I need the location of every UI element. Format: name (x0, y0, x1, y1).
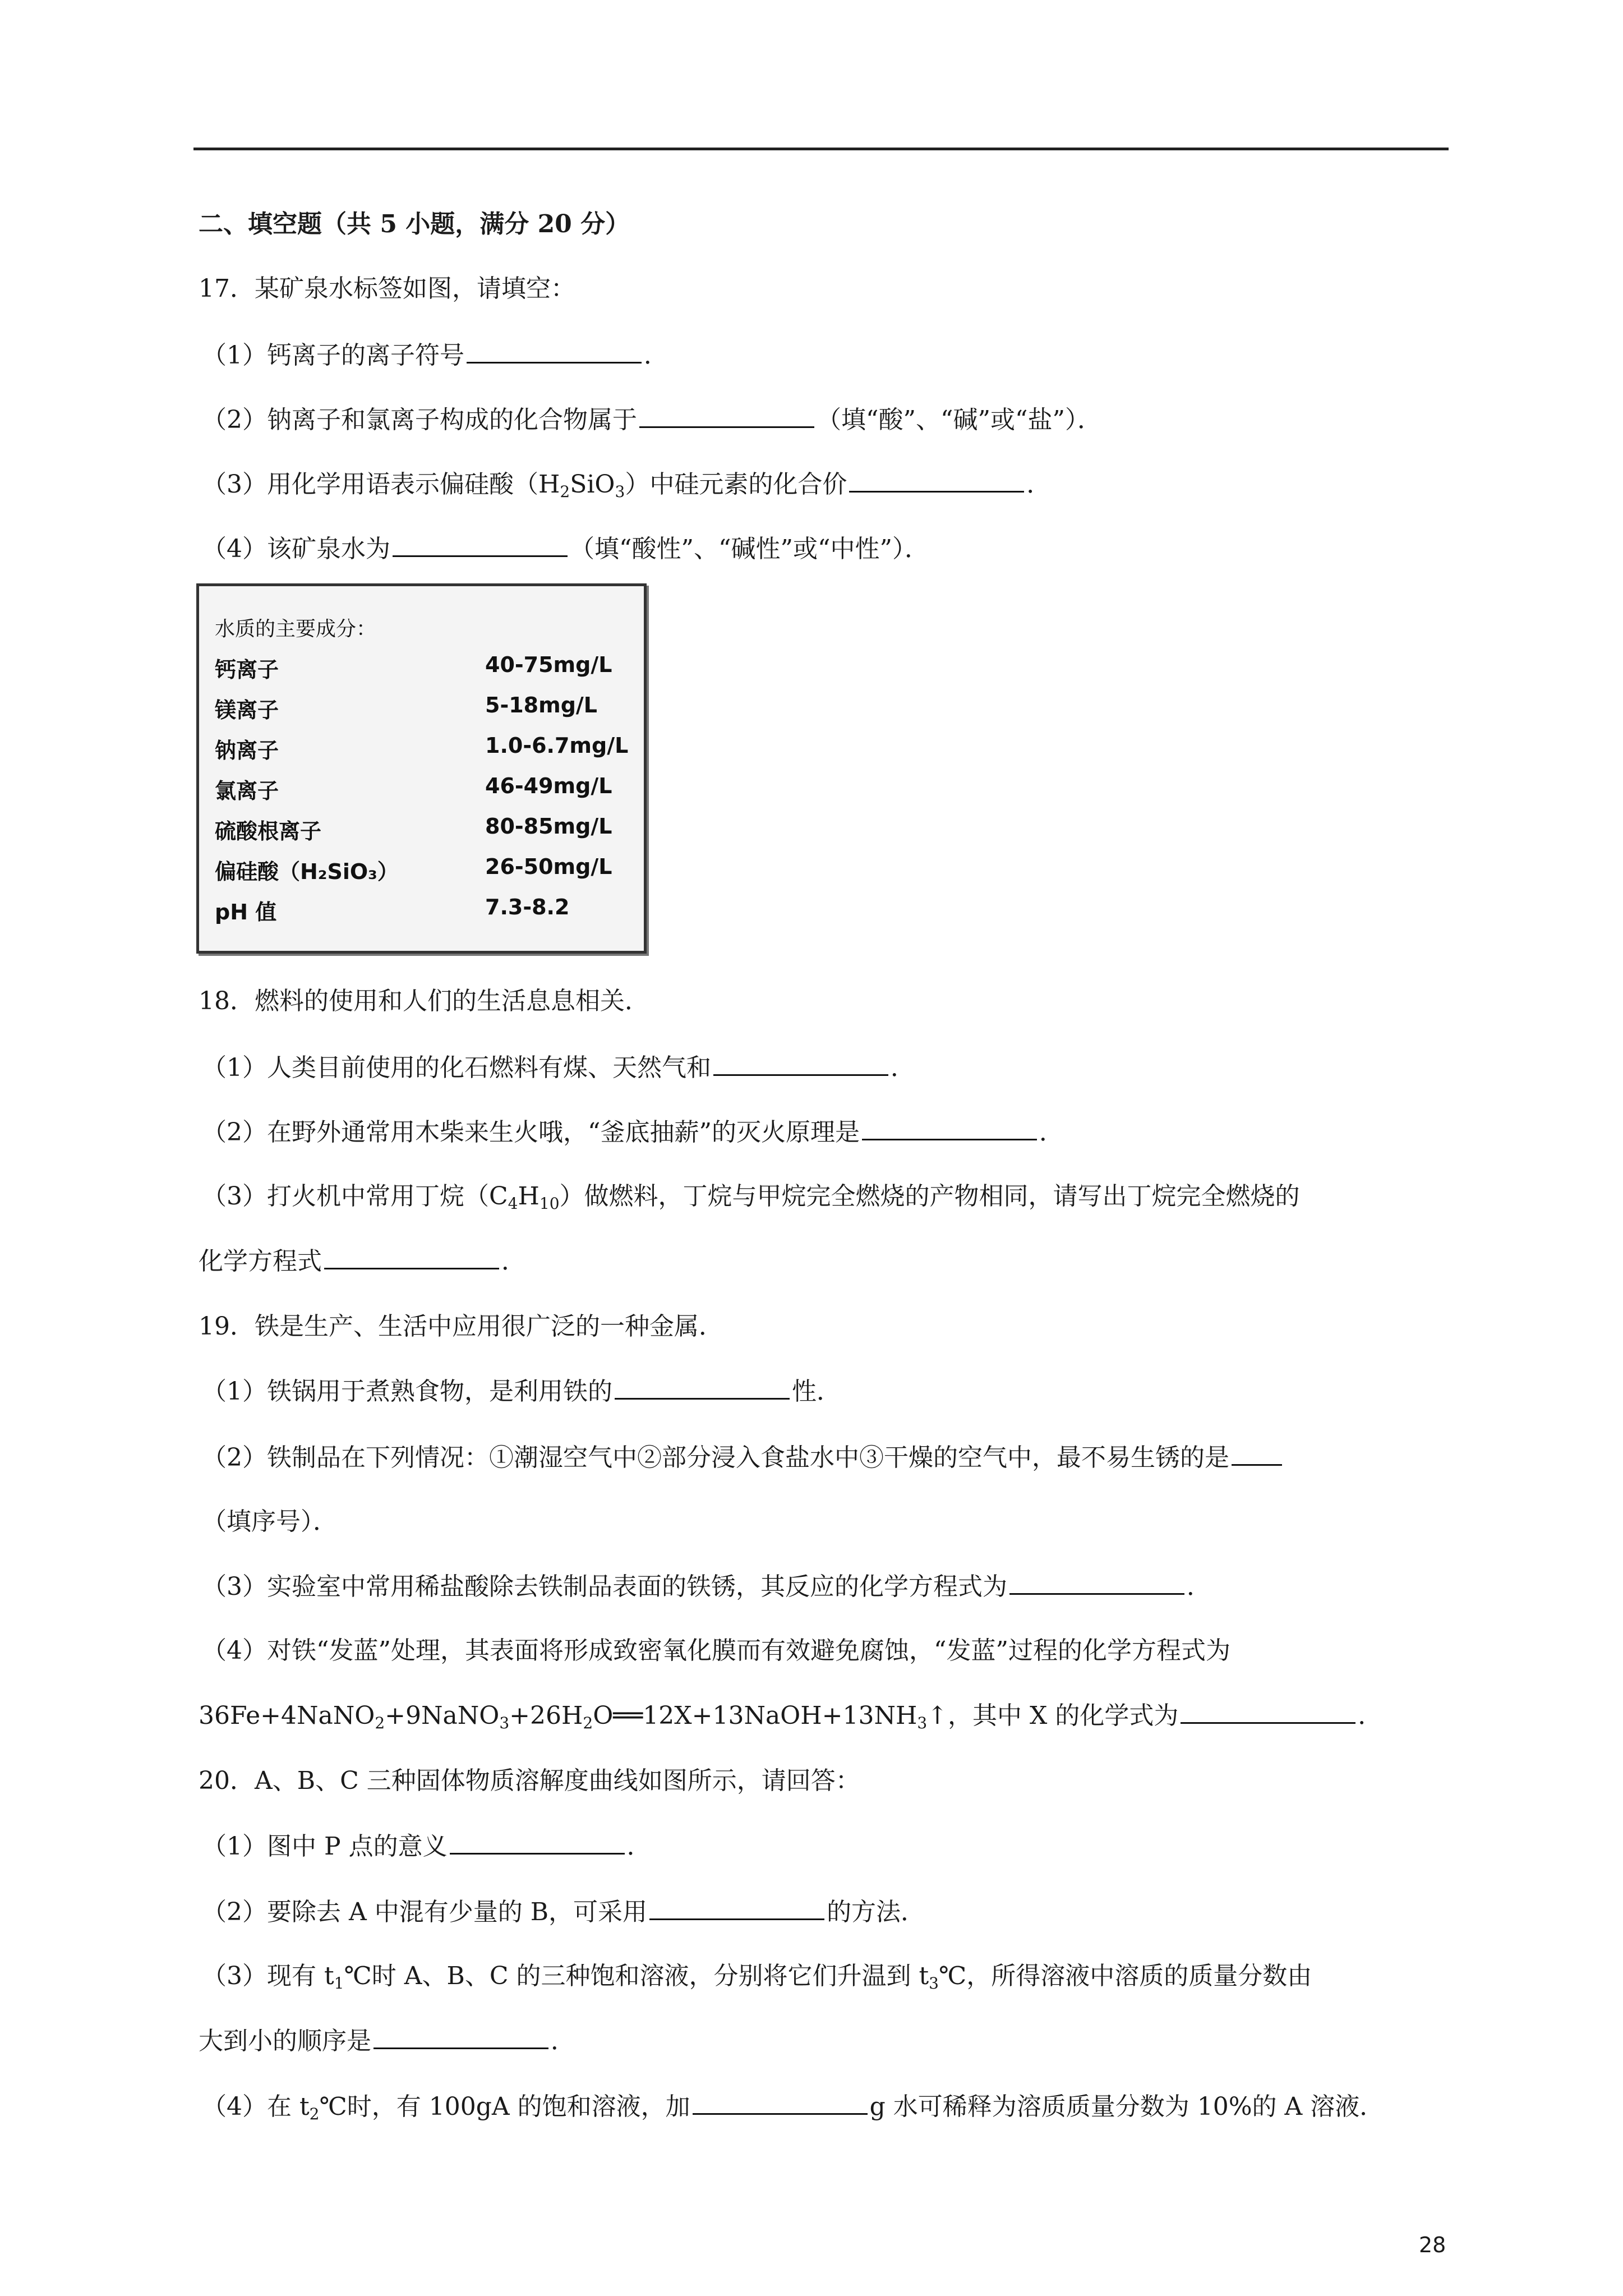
q17-stem: 17．某矿泉水标签如图，请填空： (199, 274, 575, 303)
answer-blank[interactable] (849, 468, 1024, 493)
q19-part1: （1）铁锅用于煮熟食物，是利用铁的 性． (202, 1375, 841, 1407)
q20-part2: （2）要除去 A 中混有少量的 B，可采用 的方法． (202, 1896, 925, 1928)
q20-part4: （4）在 $t_2℃$时，有 100gA 的饱和溶液，加 g 水可稀释为溶质质量分数为 10%的 A 溶液． (202, 2091, 1384, 2123)
answer-blank[interactable] (639, 404, 814, 428)
q17-part3: （3）用化学用语表示偏硅酸$(H_2SiO_3)$中硅元素的化合价 ． (202, 468, 1051, 500)
answer-blank[interactable] (467, 339, 642, 364)
label-row: 氯离子 46-49mg/L (215, 774, 612, 803)
q20-part1: （1）图中 P 点的意义 ． (202, 1830, 652, 1862)
q20-stem: 20．A、B、C 三种固体物质溶解度曲线如图所示，请回答： (199, 1766, 860, 1795)
answer-blank[interactable] (374, 2025, 548, 2049)
q19-part3: （3）实验室中常用稀盐酸除去铁制品表面的铁锈，其反应的化学方程式为 ． (202, 1571, 1211, 1603)
q18-part3-cont: 化学方程式 ． (199, 1245, 526, 1277)
answer-blank[interactable] (862, 1116, 1037, 1140)
q17-part1: （1）钙离子的离子符号 ． (202, 339, 668, 371)
q17-part4: （4）该矿泉水为 （填“酸性”、“碱性”或“中性”）． (202, 533, 929, 565)
label-row: pH 值 7.3-8.2 (215, 895, 570, 924)
q18-part2: （2）在野外通常用木柴来生火哦，“釜底抽薪”的灭火原理是 ． (202, 1116, 1064, 1148)
q19-stem: 19．铁是生产、生活中应用很广泛的一种金属． (199, 1312, 723, 1341)
answer-blank[interactable] (713, 1052, 888, 1076)
q20-part3: （3）现有 $t_1℃$时 A、B、C 的三种饱和溶液，分别将它们升温到 $t_3℃$，所得溶液中溶质的质量分数由 (202, 1962, 1312, 1993)
q17-part2: （2）钠离子和氯离子构成的化合物属于 （填“酸”、“碱”或“盐”）． (202, 404, 1102, 436)
label-row: 钠离子 1.0-6.7mg/L (215, 733, 629, 763)
label-row: 镁离子 5-18mg/L (215, 693, 597, 723)
section-title: 二、填空题（共 5 小题，满分 20 分） (199, 210, 630, 238)
q18-stem: 18．燃料的使用和人们的生活息息相关． (199, 987, 649, 1015)
label-row: 硫酸根离子 80-85mg/L (215, 814, 612, 844)
water-label-image (196, 583, 647, 954)
label-row: 偏硅酸（H₂SiO₃） 26-50mg/L (215, 854, 612, 884)
q18-part3: （3）打火机中常用丁烷$(C_4H_{10})$做燃料，丁烷与甲烷完全燃烧的产物相同，请写出丁烷完全燃烧的 (202, 1182, 1300, 1213)
answer-blank[interactable] (649, 1896, 824, 1920)
answer-blank[interactable] (693, 2091, 868, 2115)
q19-part2-cont: （填序号）． (202, 1507, 338, 1536)
header-rule (193, 148, 1449, 150)
answer-blank[interactable] (1232, 1442, 1282, 1466)
label-heading: 水质的主要成分： (215, 618, 377, 641)
q19-equation: $36Fe+4NaNO_2+9NaNO_3+26H_2O══12X+13NaOH+13NH_3↑$，其中 X 的化学式为 ． (199, 1700, 1382, 1732)
answer-blank[interactable] (1009, 1571, 1184, 1595)
answer-blank[interactable] (1181, 1700, 1355, 1724)
label-row: 钙离子 40-75mg/L (215, 652, 612, 682)
answer-blank[interactable] (324, 1245, 499, 1269)
q18-part1: （1）人类目前使用的化石燃料有煤、天然气和 ． (202, 1052, 915, 1084)
answer-blank[interactable] (450, 1830, 625, 1855)
q19-part2: （2）铁制品在下列情况：①潮湿空气中②部分浸入食盐水中③干燥的空气中，最不易生锈的是 (202, 1442, 1284, 1474)
answer-blank[interactable] (615, 1375, 790, 1400)
page-number: 28 (1419, 2233, 1446, 2257)
answer-blank[interactable] (393, 533, 568, 557)
q20-part3-cont: 大到小的顺序是 ． (199, 2025, 575, 2057)
q19-part4: （4）对铁“发蓝”处理，其表面将形成致密氧化膜而有效避免腐蚀，“发蓝”过程的化学方程式为 (202, 1636, 1230, 1665)
